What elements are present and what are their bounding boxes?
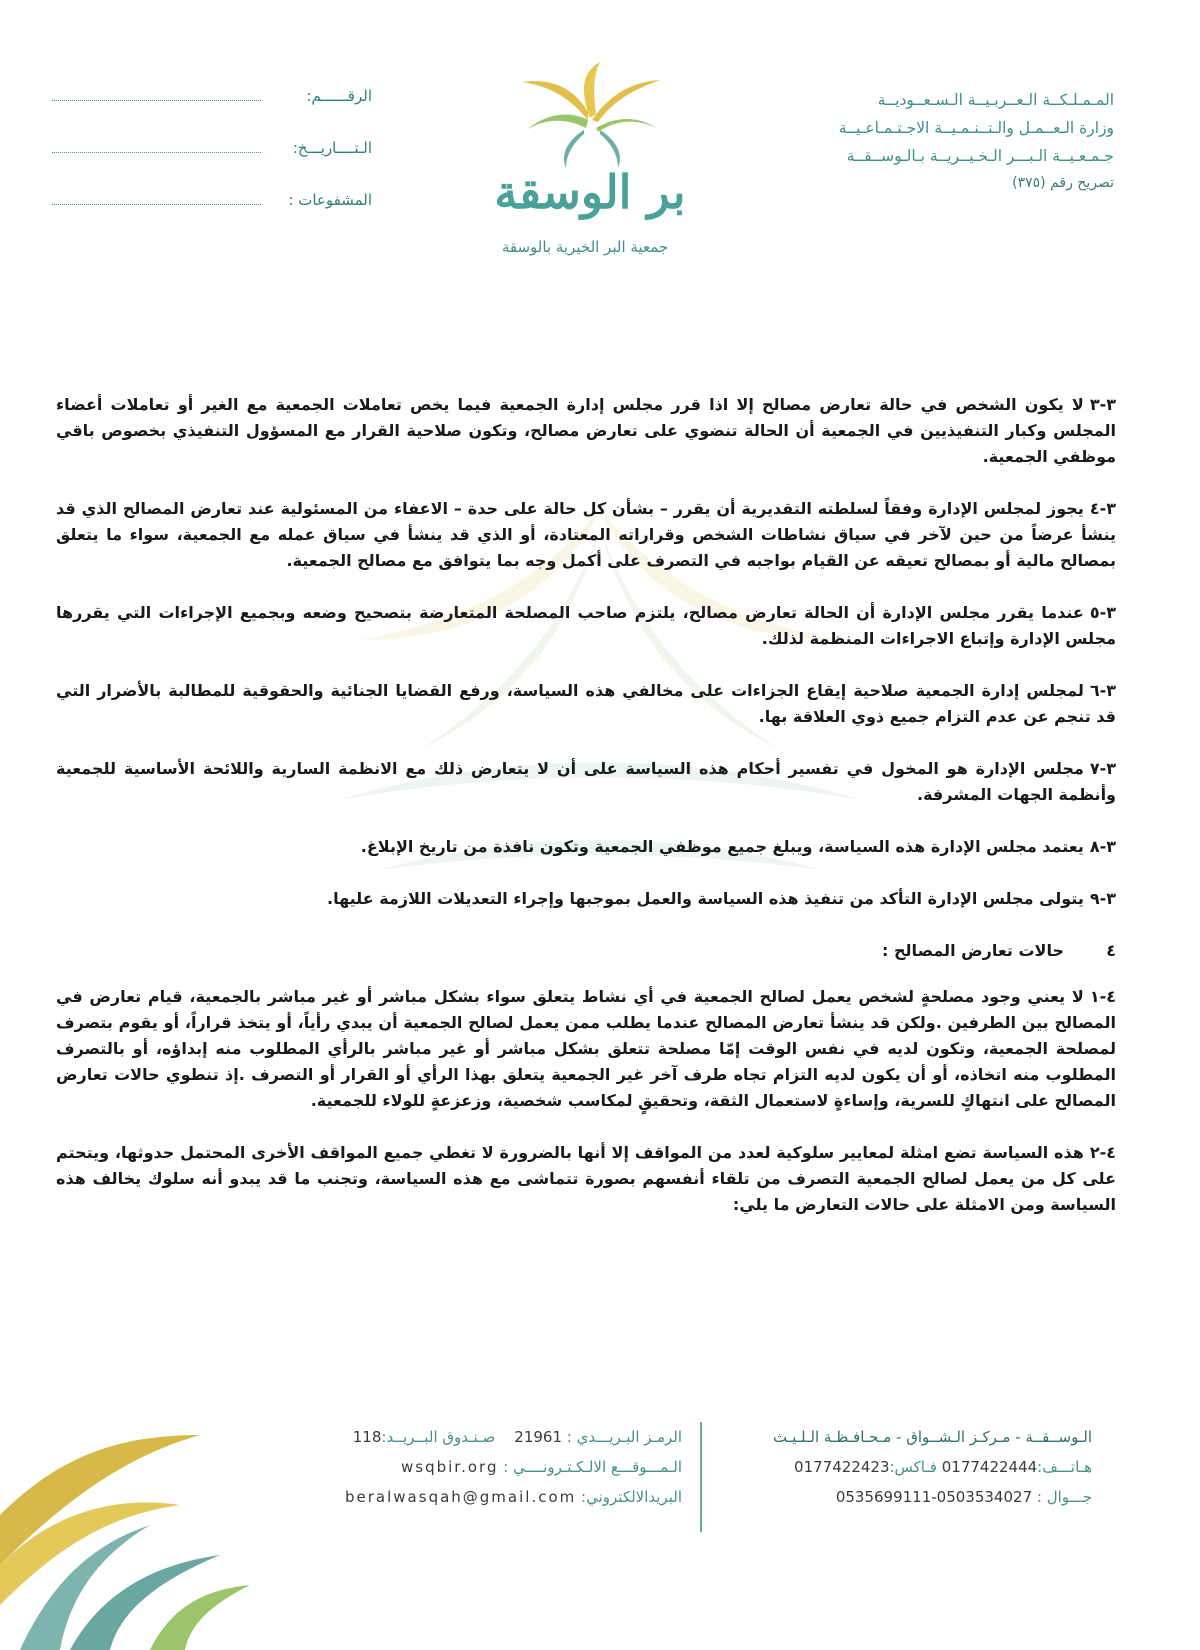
clause-number: ٣-٣ (1089, 395, 1116, 414)
postal-code-value: 21961 (514, 1428, 562, 1446)
clause-3-9 (56, 886, 1116, 912)
clause-text: لا يعني وجود مصلحةٍ لشخص يعمل لصالح الجمعية في أي نشاط يتعلق سواء بشكل مباشر أو غير مباشر بالجمعية، قيام تعارض في المصالح بين الطرفين .ولكن قد ينشأ تعارض المصالح عندما يطلب ممن يعمل لصالح الجمعية أن يبدي رأياً، أو يتخذ قراراً، أو يقوم بتصرف لمصلحة الجمعية، وتكون لديه في نفس الوقت إمّا مصلحة تتعلق بشكل مباشر أو غير مباشر بالرأي المطلوب منه إبداؤه، أو بالتصرف المطلوب منه اتخاذه، أو أن يكون لديه التزام تجاه طرف آخر غير الجمعية يتعلق بهذا الرأي أو القرار أو التصرف .إذ تنطوي حالات تعارض المصالح على انتهاكٍ للسرية، وإساءةٍ لاستعمال الثقة، وتحقيقٍ لمكاسب شخصية، وزعزعةٍ للولاء للجمعية. (56, 987, 1116, 1110)
clause-number: ٣-٨ (1089, 837, 1116, 856)
clause-3-5 (56, 600, 1116, 652)
clause-text: يجوز لمجلس الإدارة وفقاً لسلطته التقديرية أن يقرر – بشأن كل حالة على حدة – الاعفاء من المسئولية عند تعارض المصالح الذي قد ينشأ عرضاً من حين لآخر في سياق نشاطات الشخص وقراراته المعتادة، أو الذي قد ينشأ في سياق عمله مع الجمعية، سواء ما يتعلق بمصالح مالية أو بمصالح تعيقه عن القيام بواجبه في التصرف على أكمل وجه بما يتوافق مع مصالح الجمعية. (56, 499, 1116, 570)
footer-contact (250, 1422, 1096, 1532)
email-label: البريدالالكتروني: (581, 1488, 682, 1506)
website-link[interactable]: wsqbir.org (401, 1458, 499, 1476)
section-title: حالات تعارض المصالح : (882, 941, 1064, 960)
clause-number: ٣-٤ (1089, 499, 1116, 518)
clause-text: يتولى مجلس الإدارة التأكد من تنفيذ هذه السياسة والعمل بموجبها وإجراء التعديلات اللازمة عليها. (326, 889, 1084, 908)
clause-3-7 (56, 756, 1116, 808)
reference-fields (52, 86, 372, 242)
clause-3-4 (56, 496, 1116, 574)
clause-text: لمجلس إدارة الجمعية صلاحية إيقاع الجزاءات على مخالفي هذه السياسة، ورفع القضايا الجنائية والحقوقية للمطالبة بالأضرار التي قد تنجم عن عدم التزام جميع ذوي العلاقة بها. (56, 681, 1116, 726)
footer-phone-fax (702, 1452, 1092, 1482)
organization-header (794, 86, 1114, 196)
org-line-association: جـمـعـيــة الـبـــر الـخـيــريــة بـالـوســقــة (846, 147, 1114, 165)
ref-attachments-line (52, 190, 261, 205)
section-4-heading (56, 938, 1116, 964)
clause-3-6 (56, 678, 1116, 730)
footer-postal-column (250, 1422, 700, 1532)
mobile-value: 0535699111-0503534027 (835, 1488, 1033, 1506)
footer-mobile (702, 1482, 1092, 1512)
ref-number-line (52, 86, 261, 101)
clause-3-3 (56, 392, 1116, 470)
palm-logo-icon (470, 58, 700, 238)
website-label: الـمـــوقـــع الالـكـتـرونــــي : (503, 1458, 682, 1476)
ref-attachments-row (52, 190, 372, 242)
clause-number: ٣-٩ (1089, 889, 1116, 908)
ref-attachments-label: المشفوعات : (288, 191, 372, 209)
clause-4-1 (56, 984, 1116, 1114)
ref-date-label: الـتــــاريـــخ: (292, 139, 372, 157)
phone-value: 0177422444 (941, 1458, 1038, 1476)
clause-number: ٤-٢ (1089, 1143, 1116, 1162)
footer-leaves-decoration (0, 1395, 260, 1650)
fax-value: 0177422423 (794, 1458, 890, 1476)
phone-label: هـاتـــف: (1037, 1458, 1092, 1476)
clause-text: مجلس الإدارة هو المخول في تفسير أحكام هذه السياسة على أن لا يتعارض ذلك مع الانظمة السارية واللائحة الأساسية للجمعية وأنظمة الجهات المشرفة. (56, 759, 1116, 804)
logo-caption: جمعية البر الخيرية بالوسقة (501, 238, 669, 256)
org-line-ministry: وزارة الـعــمـل والـتــنـمـيــة الاجـتـمـاعـيــة (838, 119, 1114, 137)
svg-text:بر الوسقة: بر الوسقة (494, 165, 686, 219)
clause-number: ٣-٥ (1089, 603, 1116, 622)
clause-text: لا يكون الشخص في حالة تعارض مصالح إلا اذا قرر مجلس إدارة الجمعية فيما يخص تعاملات الجمعية مع الغير أو تعاملات أعضاء المجلس وكبار التنفيذيين في الجمعية أن الحالة تنضوي على تعارض مصالح، وتكون صلاحية القرار مع المسؤول التنفيذي بخصوص باقي موظفي الجمعية. (56, 395, 1116, 466)
ref-date-row (52, 138, 372, 190)
association-logo (470, 58, 700, 256)
clause-number: ٤-١ (1089, 987, 1116, 1006)
ref-number-row (52, 86, 372, 138)
org-line-kingdom: المـمـلـكــة الـعــربـيــة الـسـعــوديــة (877, 91, 1114, 109)
po-box-label: صـنـدوق البــريــد: (381, 1428, 496, 1446)
ref-date-line (52, 138, 261, 153)
footer-website (250, 1452, 682, 1482)
ref-number-label: الرقــــــم: (306, 87, 372, 105)
permit-number: تصريح رقم (٣٧٥) (1012, 175, 1114, 191)
section-number: ٤ (1106, 941, 1116, 960)
mobile-label: جـــوال : (1036, 1488, 1092, 1506)
email-link[interactable]: beralwasqah@gmail.com (345, 1488, 577, 1506)
clause-number: ٣-٦ (1089, 681, 1116, 700)
clause-text: عندما يقرر مجلس الإدارة أن الحالة تعارض مصالح، يلتزم صاحب المصلحة المتعارضة بتصحيح وضعه وبجميع الإجراءات التي يقررها مجلس الإدارة وإتباع الاجراءات المنظمة لذلك. (56, 603, 1116, 648)
po-box-value: 118 (352, 1428, 382, 1446)
footer-address: الـوســقــة - مـركـز الـشــواق - مـحـافـظـة الـلـيـث (773, 1428, 1092, 1446)
footer-email (250, 1482, 682, 1512)
policy-content (56, 392, 1116, 1244)
postal-code-label: الرمـز البـريـــدي : (566, 1428, 682, 1446)
footer-address-column (700, 1422, 1096, 1532)
clause-text: يعتمد مجلس الإدارة هذه السياسة، ويبلغ جميع موظفي الجمعية وتكون نافذة من تاريخ الإبلاغ. (360, 837, 1084, 856)
clause-number: ٣-٧ (1089, 759, 1116, 778)
clause-text: هذه السياسة تضع امثلة لمعايير سلوكية لعدد من المواقف إلا أنها بالضرورة لا تغطي جميع المواقف الأخرى المحتمل حدوثها، ويتحتم على كل من يعمل لصالح الجمعية التصرف من تلقاء أنفسهم بصورة تتماشى مع هذه السياسة، وتجنب ما قد يبدو أنه سلوك يخالف هذه السياسة ومن الامثلة على حالات التعارض ما يلي: (56, 1143, 1116, 1214)
footer-postal (250, 1422, 682, 1452)
fax-label: فـاكس: (889, 1458, 937, 1476)
clause-3-8 (56, 834, 1116, 860)
clause-4-2 (56, 1140, 1116, 1218)
